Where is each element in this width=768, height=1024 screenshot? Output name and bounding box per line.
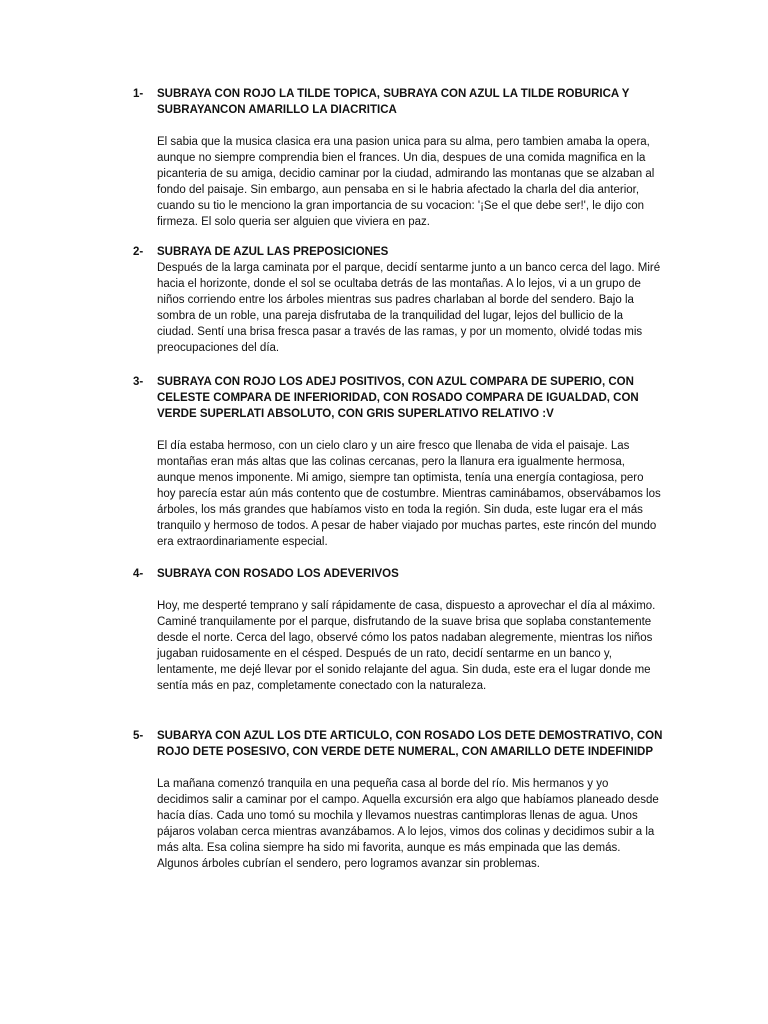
section-1 <box>133 86 663 230</box>
section-paragraph: Hoy, me desperté temprano y salí rápidamente de casa, dispuesto a aprovechar el día al máximo. Caminé tranquilamente por el parque, disfrutando de la suave brisa que soplaba constantemente desde el norte. Cerca del lago, observé cómo los patos nadaban alegremente, mientras los niños jugaban ruidosamente en el césped. Después de un rato, decidí sentarme en un banco y, lentamente, me dejé llevar por el sonido relajante del agua. Sin duda, este era el lugar donde me sentía más en paz, completamente conectado con la naturaleza. <box>157 600 656 692</box>
section-paragraph: El día estaba hermoso, con un cielo claro y un aire fresco que llenaba de vida el paisaje. Las montañas eran más altas que las colinas cercanas, pero la llanura era igualmente hermosa, aunque menos imponente. Mi amigo, siempre tan optimista, tenía una energía contagiosa, pero hoy parecía estar aún más contento que de costumbre. Mientras caminábamos, observábamos los árboles, los más grandes que habíamos visto en toda la región. Sin duda, este lugar era el más tranquilo y hermoso de todos. A pesar de haber viajado por muchas partes, este rincón del mundo era extraordinariamente especial. <box>157 440 661 548</box>
section-heading: SUBRAYA CON ROJO LOS ADEJ POSITIVOS, CON AZUL COMPARA DE SUPERIO, CON CELESTE COMPARA DE INFERIORIDAD, CON ROSADO COMPARA DE IGUALDAD, CON VERDE SUPERLATI ABSOLUTO, CON GRIS SUPERLATIVO RELATIVO :V <box>157 376 639 420</box>
section-3 <box>133 374 663 550</box>
section-number: 2- <box>133 246 144 258</box>
section-paragraph: El sabia que la musica clasica era una pasion unica para su alma, pero tambien amaba la opera, aunque no siempre comprendia bien el frances. Un dia, despues de una comida magnifica en la picanteria de su amiga, decidio caminar por la ciudad, admirando las montanas que se alzaban al fondo del paisaje. Sin embargo, aun pensaba en si le habria afectado la charla del dia anterior, cuando su tio le menciono la gran importancia de su vocacion: '¡Se el que debe ser!', le dijo con firmeza. El solo queria ser alguien que viviera en paz. <box>157 136 655 228</box>
section-5 <box>133 728 663 872</box>
section-number: 4- <box>133 568 144 580</box>
section-number: 5- <box>133 730 144 742</box>
section-2 <box>133 244 663 356</box>
section-paragraph: Después de la larga caminata por el parque, decidí sentarme junto a un banco cerca del lago. Miré hacia el horizonte, donde el sol se ocultaba detrás de las montañas. A lo lejos, vi a un grupo de niños corriendo entre los árboles mientras sus padres charlaban al borde del sendero. Bajo la sombra de un roble, una pareja disfrutaba de la tranquilidad del lugar, lejos del bullicio de la ciudad. Sentí una brisa fresca pasar a través de las ramas, y por un momento, olvidé todas mis preocupaciones del día. <box>157 262 661 354</box>
section-4 <box>133 566 663 694</box>
section-paragraph: La mañana comenzó tranquila en una pequeña casa al borde del río. Mis hermanos y yo decidimos salir a caminar por el campo. Aquella excursión era algo que habíamos planeado desde hacía días. Cada uno tomó su mochila y llevamos nuestras cantimploras llenas de agua. Unos pájaros volaban cerca mientras avanzábamos. A lo lejos, vimos dos colinas y decidimos subir a la más alta. Esa colina siempre ha sido mi favorita, aunque es más empinada que las demás. Algunos árboles cubrían el sendero, pero logramos avanzar sin problemas. <box>157 778 659 870</box>
section-heading: SUBRAYA DE AZUL LAS PREPOSICIONES <box>157 246 389 258</box>
section-heading: SUBRAYA CON ROJO LA TILDE TOPICA, SUBRAYA CON AZUL LA TILDE ROBURICA Y SUBRAYANCON AMARILLO LA DIACRITICA <box>157 88 630 116</box>
section-heading: SUBRAYA CON ROSADO LOS ADEVERIVOS <box>157 568 399 580</box>
section-number: 1- <box>133 88 144 100</box>
section-heading: SUBARYA CON AZUL LOS DTE ARTICULO, CON ROSADO LOS DETE DEMOSTRATIVO, CON ROJO DETE POSESIVO, CON VERDE DETE NUMERAL, CON AMARILLO DETE INDEFINIDP <box>157 730 663 758</box>
section-number: 3- <box>133 376 144 388</box>
